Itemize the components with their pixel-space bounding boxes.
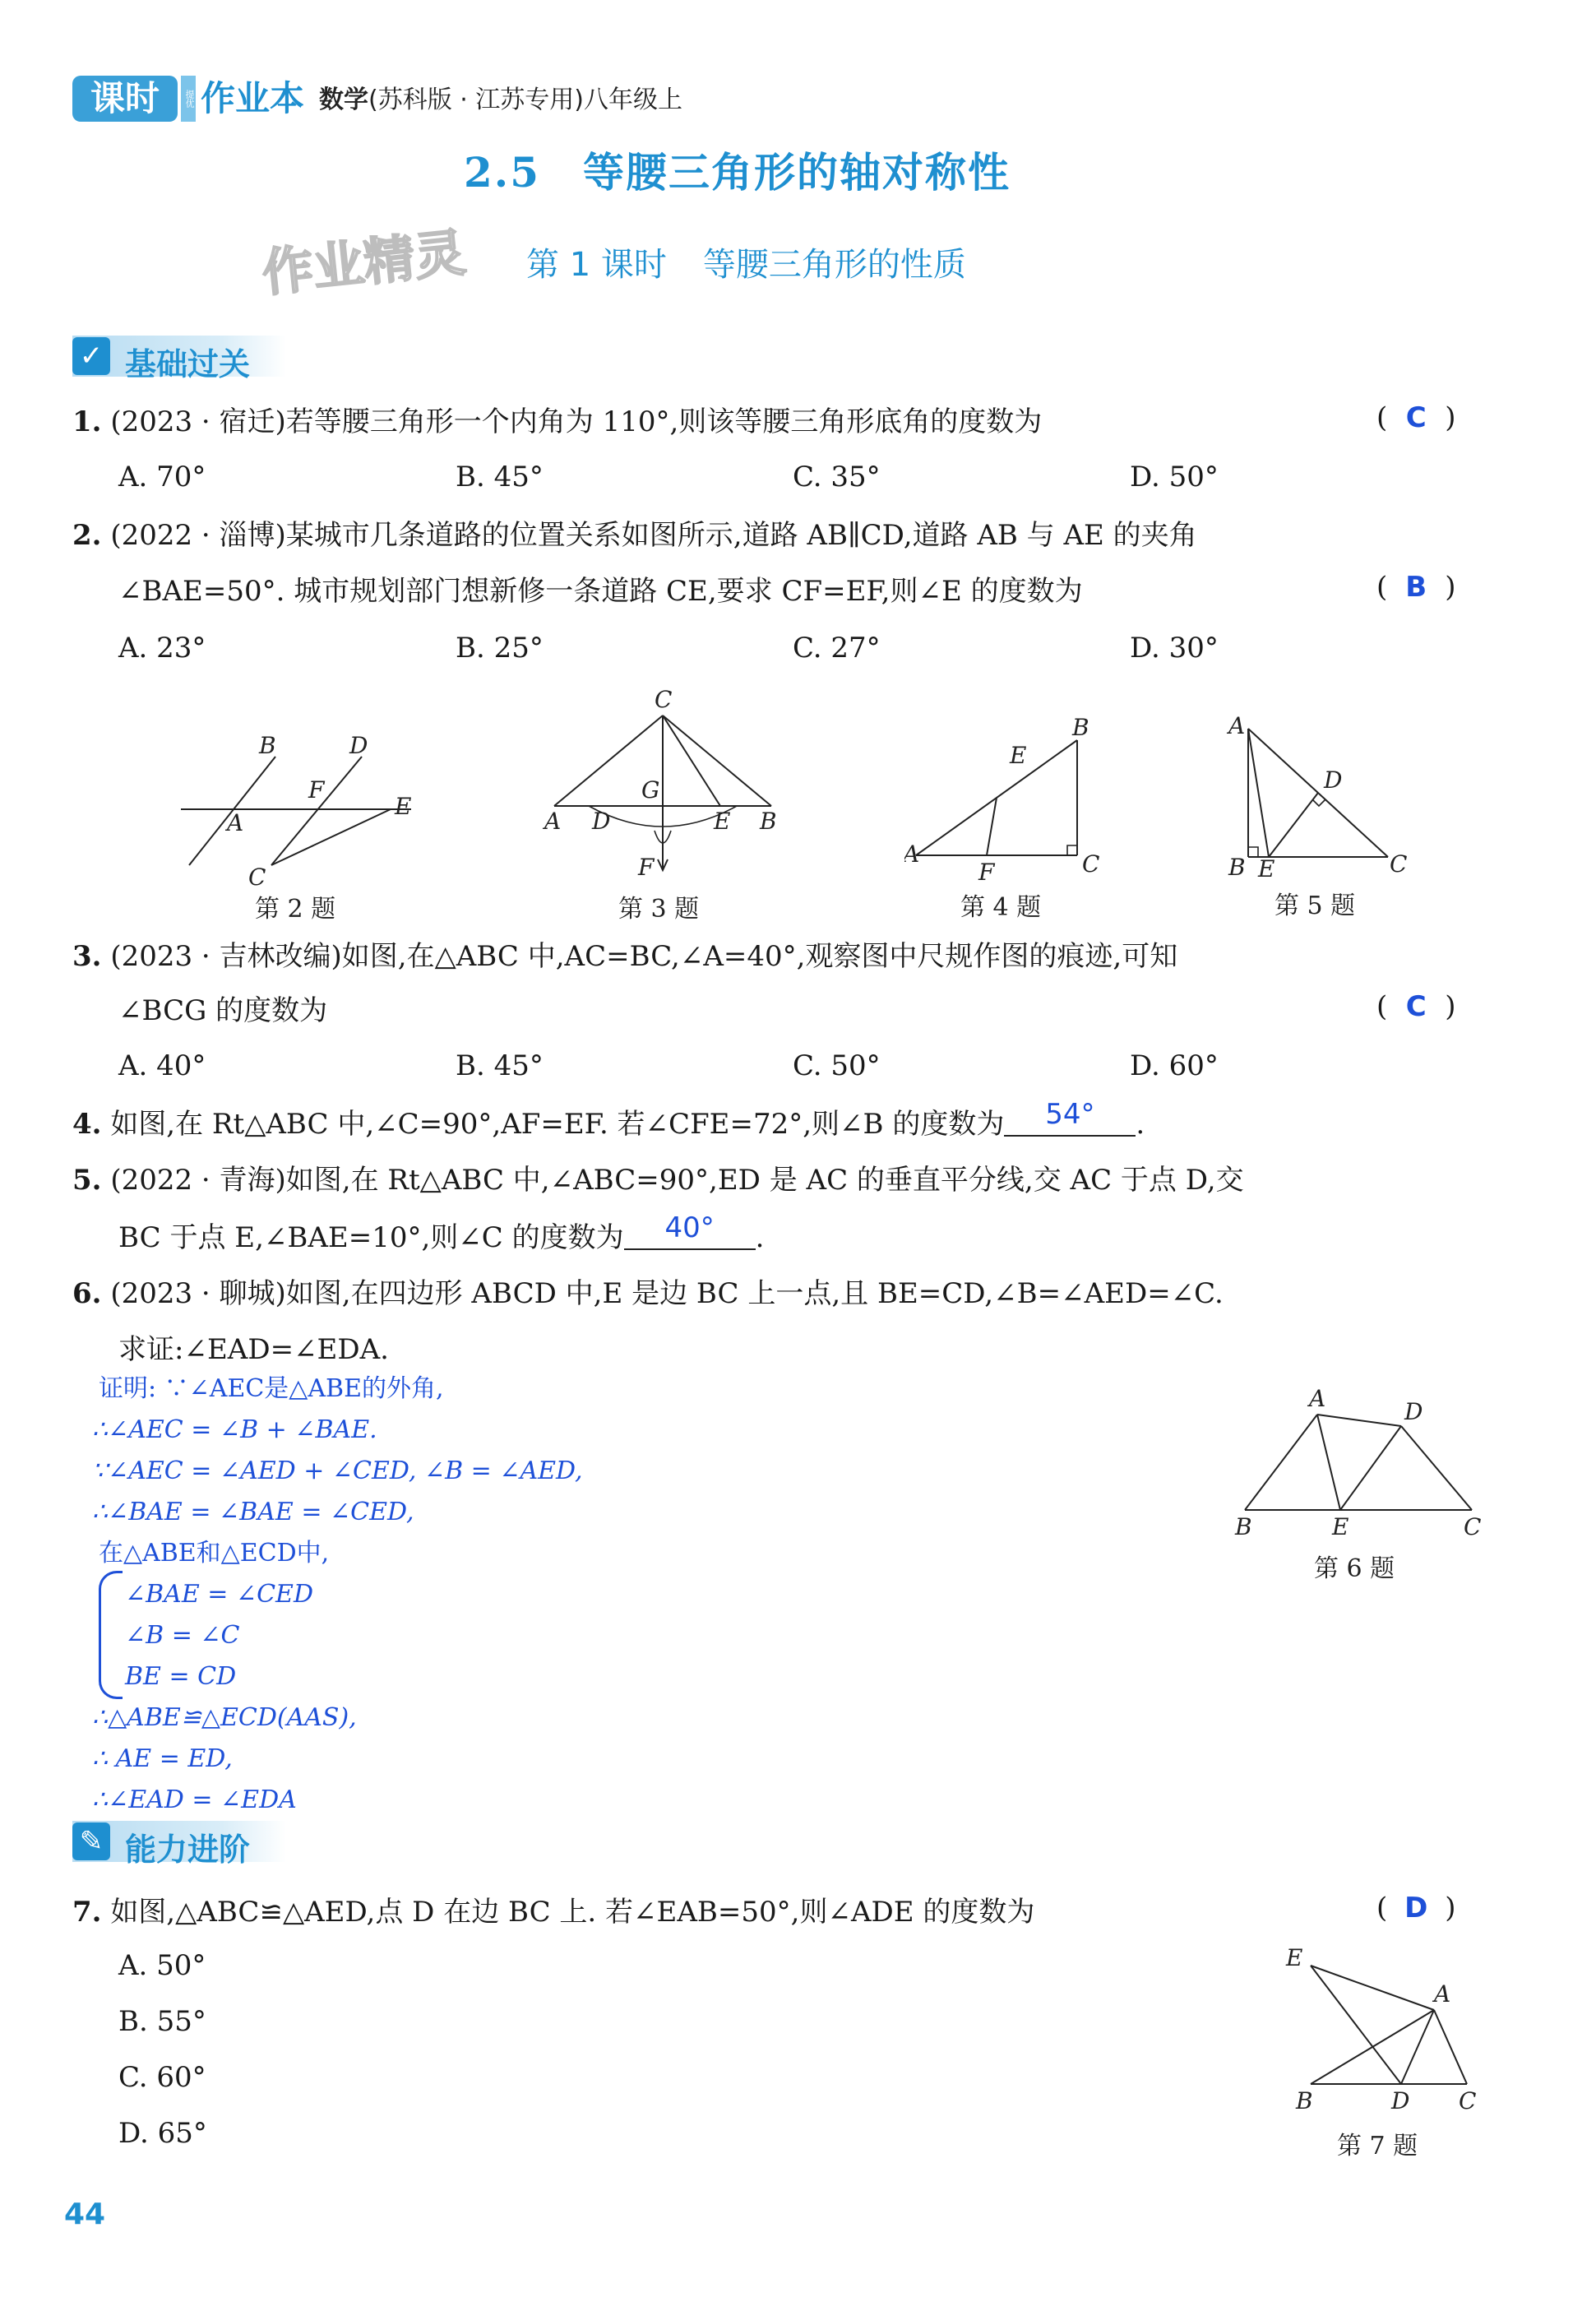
question-3 [72, 936, 1177, 977]
question-number: 5. [72, 1164, 102, 1197]
figure-4-caption: 第 4 题 [960, 893, 1042, 922]
point-label: A [1228, 714, 1246, 739]
question-number: 1. [72, 405, 102, 438]
watermark: 作业精灵 [259, 222, 469, 303]
point-label: B [760, 808, 777, 835]
answer-paren-7: ( D ) [1376, 1892, 1456, 1924]
option: B. 25° [456, 632, 544, 665]
question-text: (2022 · 青海)如图,在 Rt△ABC 中,∠ABC=90°,ED 是 AC 的垂直平分线,交 AC 于点 D,交 [110, 1164, 1244, 1197]
point-label: E [395, 793, 412, 820]
answer-paren-3: ( C ) [1376, 990, 1456, 1023]
point-label: B [259, 732, 276, 759]
figure-2-caption: 第 2 题 [255, 895, 336, 924]
option: A. 40° [118, 1049, 206, 1082]
answer-choice: B [1405, 571, 1427, 604]
question-2 [72, 515, 1197, 556]
banner-advanced-label: 能力进阶 [125, 1832, 251, 1868]
point-label: C [1082, 850, 1100, 878]
point-label: A [1309, 1385, 1326, 1412]
section-title: 2.5 等腰三角形的轴对称性 [464, 148, 1011, 197]
figure-5-caption: 第 5 题 [1274, 892, 1356, 920]
point-label: A [904, 841, 920, 868]
point-label: A [1434, 1980, 1451, 2008]
option: D. 50° [1130, 461, 1219, 493]
point-label: E [1258, 855, 1275, 878]
question-6-line2: 求证:∠EAD=∠EDA. [118, 1333, 389, 1366]
figure-7-diagram [1278, 1941, 1500, 2114]
question-7 [72, 1892, 1034, 1933]
subject-rest: (苏科版 · 江苏专用)八年级上 [368, 86, 683, 114]
option: D. 65° [118, 2117, 207, 2150]
question-text: 如图,在 Rt△ABC 中,∠C=90°,AF=EF. 若∠CFE=72°,则∠B 的度数为 [110, 1108, 1005, 1141]
point-label: E [1286, 1944, 1303, 1971]
figure-3 [539, 683, 786, 892]
answer-choice: C [1405, 401, 1427, 434]
question-number: 4. [72, 1108, 102, 1141]
question-2-line2: ∠BAE=50°. 城市规划部门想新修一条道路 CE,要求 CF=EF,则∠E 的度数为 [118, 575, 1083, 608]
point-label: F [638, 854, 655, 881]
proof-line: 证明: ∵∠AEC是△ABE的外角, [99, 1374, 444, 1403]
proof-line: 在△ABE和△ECD中, [99, 1539, 330, 1568]
point-label: C [1459, 2087, 1477, 2114]
brace [99, 1571, 123, 1699]
question-text: (2023 · 聊城)如图,在四边形 ABCD 中,E 是边 BC 上一点,且 BE=CD,∠B=∠AED=∠C. [110, 1277, 1224, 1310]
question-text: (2023 · 吉林改编)如图,在△ABC 中,AC=BC,∠A=40°,观察图中尺规作图的痕迹,可知 [110, 940, 1178, 973]
point-label: F [308, 776, 325, 804]
figure-6-caption: 第 6 题 [1314, 1554, 1395, 1583]
subject-bold: 数学 [319, 86, 368, 114]
figure-7 [1278, 1941, 1500, 2117]
question-5-line2 [118, 1211, 765, 1260]
point-label: A [227, 809, 244, 836]
figure-3-diagram [539, 683, 786, 888]
point-label: C [1390, 850, 1408, 878]
question-1 [72, 401, 1042, 442]
lesson-part1: 第 1 课时 [526, 246, 667, 284]
lesson-part2: 等腰三角形的性质 [702, 246, 966, 284]
question-6 [72, 1273, 1224, 1314]
answer-paren-2: ( B ) [1376, 571, 1456, 604]
banner-basic-label: 基础过关 [125, 346, 251, 382]
option: B. 55° [118, 2005, 206, 2038]
banner-advanced [72, 1821, 286, 1868]
question-text: 如图,△ABC≌△AED,点 D 在边 BC 上. 若∠EAB=50°,则∠ADE 的度数为 [110, 1896, 1035, 1929]
answer-blank: 40° [624, 1207, 756, 1250]
pencil-icon: ✎ [72, 1822, 110, 1860]
option: A. 70° [118, 461, 206, 493]
option: A. 23° [118, 632, 206, 665]
point-label: D [349, 732, 368, 759]
option: C. 50° [793, 1049, 881, 1082]
point-label: C [248, 864, 266, 891]
proof-line: ∴∠BAE = ∠BAE = ∠CED, [92, 1498, 414, 1526]
point-label: E [714, 808, 731, 835]
option: D. 60° [1130, 1049, 1219, 1082]
answer-choice: D [1404, 1892, 1428, 1924]
punctuation: . [1136, 1108, 1145, 1141]
proof-line: ∴∠EAD = ∠EDA [92, 1785, 297, 1814]
proof-line: ∠B = ∠C [125, 1621, 240, 1650]
figure-5 [1224, 714, 1413, 882]
page-number: 44 [64, 2198, 106, 2231]
figure-6-diagram [1225, 1378, 1497, 1543]
question-text: (2022 · 淄博)某城市几条道路的位置关系如图所示,道路 AB∥CD,道路 AB 与 AE 的夹角 [110, 519, 1197, 552]
figure-3-caption: 第 3 题 [618, 895, 700, 924]
proof-line: ∵∠AEC = ∠AED + ∠CED, ∠B = ∠AED, [92, 1457, 583, 1485]
figure-2-diagram [173, 724, 419, 896]
figure-7-caption: 第 7 题 [1337, 2132, 1418, 2160]
question-number: 6. [72, 1277, 102, 1310]
option: C. 35° [793, 461, 881, 493]
question-text: (2023 · 宿迁)若等腰三角形一个内角为 110°,则该等腰三角形底角的度数为 [110, 405, 1043, 438]
option: B. 45° [456, 1049, 544, 1082]
option: A. 50° [118, 1949, 206, 1982]
option: D. 30° [1130, 632, 1219, 665]
point-label: C [1464, 1513, 1482, 1540]
proof-line: ∴△ABE≌△ECD(AAS), [92, 1703, 357, 1732]
question-5 [72, 1160, 1244, 1201]
lesson-title [526, 239, 966, 285]
question-text: BC 于点 E,∠BAE=10°,则∠C 的度数为 [118, 1221, 624, 1254]
answer-blank: 54° [1004, 1094, 1136, 1137]
proof-line: ∴∠AEC = ∠B + ∠BAE. [92, 1415, 377, 1444]
punctuation: . [755, 1221, 765, 1254]
checkmark-icon: ✓ [72, 337, 110, 375]
point-label: D [592, 808, 611, 835]
option: B. 45° [456, 461, 544, 493]
point-label: G [641, 776, 660, 804]
logo: 课时 [72, 76, 178, 122]
banner-basic [72, 336, 286, 382]
point-label: B [1296, 2087, 1313, 2114]
subject-line [319, 82, 682, 118]
point-label: D [1391, 2087, 1410, 2114]
question-3-line2: ∠BCG 的度数为 [118, 994, 328, 1027]
question-number: 2. [72, 519, 102, 552]
point-label: F [978, 859, 995, 880]
question-number: 3. [72, 940, 102, 973]
point-label: E [1010, 742, 1027, 769]
point-label: D [1404, 1398, 1423, 1425]
logo-tag: 提优 [181, 76, 196, 122]
answer-paren-1: ( C ) [1376, 401, 1456, 434]
brand-name: 作业本 [201, 78, 305, 118]
point-label: B [1228, 854, 1246, 878]
option: C. 27° [793, 632, 881, 665]
point-label: C [655, 686, 673, 713]
question-number: 7. [72, 1896, 102, 1929]
figure-4-diagram [904, 716, 1102, 880]
point-label: B [1072, 716, 1089, 741]
point-label: A [544, 808, 562, 835]
point-label: E [1332, 1513, 1349, 1540]
proof-line: BE = CD [125, 1662, 237, 1691]
point-label: D [1324, 766, 1343, 794]
answer-choice: C [1405, 990, 1427, 1023]
option: C. 60° [118, 2061, 206, 2094]
proof-line: ∴ AE = ED, [92, 1744, 233, 1773]
proof-line: ∠BAE = ∠CED [125, 1580, 313, 1609]
point-label: B [1235, 1513, 1252, 1540]
figure-5-diagram [1224, 714, 1413, 878]
figure-6 [1225, 1378, 1497, 1546]
figure-4 [904, 716, 1102, 883]
figure-2 [173, 724, 419, 900]
question-4 [72, 1098, 1145, 1146]
